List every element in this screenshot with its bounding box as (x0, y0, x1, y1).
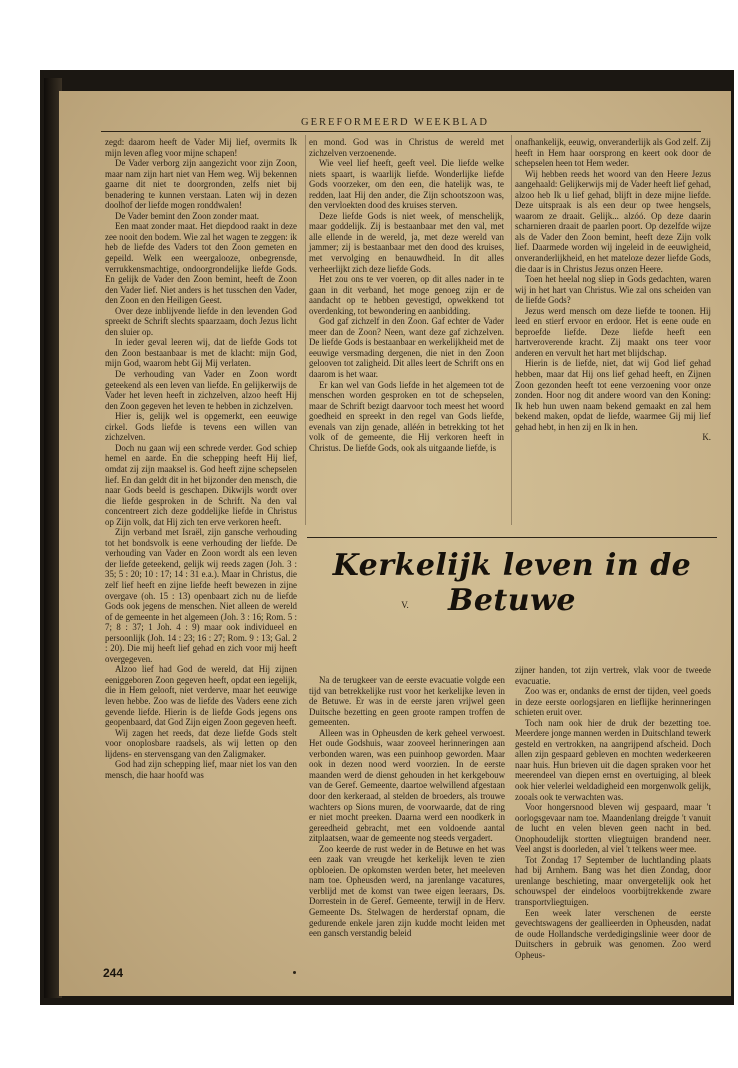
paragraph: Toen het heelal nog sliep in Gods gedachten, waren wij in het hart van Christus. Wie zal ons scheiden van de liefde Gods? (515, 274, 711, 306)
paragraph: Voor hongersnood bleven wij gespaard, maar 't oorlogsgevaar nam toe. Maandenlang dreigde 't vanuit de lucht en velen bleven geen nacht in bed. Onophoudelijk stortten vliegtuigen brandend neer. Veel angst is doorleden, al viel 't telkens weer mee. (515, 802, 711, 855)
header-rule (101, 131, 701, 132)
paragraph: Wij zagen het reeds, dat deze liefde Gods stelt voor onoplosbare raadsels, als wij letten op den lijdens- en stervensgang van den Zaligmaker. (105, 727, 297, 759)
page-number: 244 (103, 966, 124, 980)
page-dot (293, 971, 296, 974)
paragraph: Jezus werd mensch om deze liefde te toonen. Hij leed en stierf ervoor en erdoor. Het is eene oude en beproefde liefde. Deze liefde heeft een hartveroverende kracht. Zij maakt ons teer voor anderen en vervult het hart met blijdschap. (515, 305, 711, 358)
paragraph: Wie veel lief heeft, geeft veel. Die liefde welke niets spaart, is waarlijk liefde. Wonderlijke liefde Gods voorzeker, om den een, die hatelijk was, te redden, laat Hij den ander, die Zijn schootszoon was, den vervloekten dood des kruises sterven. (309, 158, 504, 211)
paragraph: Alzoo lief had God de wereld, dat Hij zijnen eeniggeboren Zoon gegeven heeft, opdat een iegelijk, die in Hem gelooft, niet verderve, maar het eeuwige leven hebbe. Zoo was de liefde des Vaders eene zich gevende liefde. Hierin is de liefde Gods jegens ons geopenbaard, dat God Zijn eigen Zoon gegeven heeft. (105, 664, 297, 728)
paragraph: en mond. God was in Christus de wereld met zichzelven verzoenende. (309, 137, 504, 158)
paragraph: God had zijn schepping lief, maar niet los van den mensch, die haar hoofd was (105, 759, 297, 780)
paragraph: Wij hebben reeds het woord van den Heere Jezus aangehaald: Gelijkerwijs mij de Vader heeft lief gehad, alzoo heb Ik u lief gehad, blijft in deze mijne liefde. Deze uitspraak is als een deur op twee hengsels, waarom ze draait. Gelijk... alzóó. Op deze daarin scharnieren draait de paarlen poort. Op dezelfde wijze als de Vader den Zoon bemint, heeft deze Zijn volk lief. Daarmede worden wij ingeleid in de eeuwigheid, onveranderlijkheid, en het mateloze dezer liefde Gods, die daar is in Christus Jezus onzen Heere. (515, 168, 711, 274)
paragraph: onafhankelijk, eeuwig, onveranderlijk als God zelf. Zij heeft in Hem haar oorsprong en keert ook door de schepselen heen tot Hem weder. (515, 137, 711, 169)
signature: K. (702, 432, 711, 443)
paragraph: Na de terugkeer van de eerste evacuatie volgde een tijd van betrekkelijke rust voor het kerkelijke leven in de Betuwe. Er was in de eerste jaren vrijwel geen Duitsche bezetting en geen groote rampen troffen de gemeenten. (309, 675, 505, 728)
paragraph: Zoo was er, ondanks de ernst der tijden, veel goeds in deze eerste oorlogsjaren en lieflijke herinneringen schieten eruit over. (515, 686, 711, 718)
paragraph: Doch nu gaan wij een schrede verder. God schiep hemel en aarde. En die schepping heeft Hij lief, omdat zij zijn maaksel is. God heeft zijne schepselen lief. En dan geldt dit in het bijzonder den mensch, die naar Gods beeld is geschapen. Dikwijls wordt over die liefde gesproken in de Schrift. Na den val concentreert zich deze goddelijke liefde in Christus op Zijn volk, dat Hij zich ten erve verkoren heeft. (105, 442, 297, 527)
article-heading (307, 537, 717, 618)
section-number: V. (401, 600, 409, 610)
paragraph: zegd: daarom heeft de Vader Mij lief, overmits Ik mijn leven afleg voor mijne schapen! (105, 137, 297, 158)
column-3 (515, 137, 711, 443)
paragraph: De Vader verborg zijn aangezicht voor zijn Zoon, maar nam zijn hart niet van Hem weg. Wij bekennen gaarne dit niet te doorgronden, zelfs niet bij benadering te kunnen verstaan. Laten wij in dezen doolhof der liefde mogen ronddwalen! (105, 158, 297, 211)
column-separator (511, 135, 512, 525)
paragraph: Tot Zondag 17 September de luchtlanding plaats had bij Arnhem. Bang was het dien Zondag, door urenlange beschieting, maar onvergetelijk ook het schouwspel der eindeloos voorbijtrekkende zware transportvliegtuigen. (515, 854, 711, 908)
paragraph: God gaf zichzelf in den Zoon. Gaf echter de Vader meer dan de Zoon? Neen, want deze gaf zichzelven. De liefde Gods is bestaanbaar en werkelijkheid met de eeuwige versmading dergenen, die niet in den Zoon gelooven tot zaligheid. Dit alles leert de Schrift ons en daarom is het waar. (309, 316, 504, 380)
paragraph: Er kan wel van Gods liefde in het algemeen tot de menschen worden gesproken en tot de schepselen, maar de Schrift bezigt daarvoor toch meest het woord goedheid en spreekt in den regel van Gods liefde, evenals van zijn genade, alléén in betrekking tot het volk of de gemeente, die Hij verkoren heeft in Christus. De liefde Gods, ook als uitgaande liefde, is (309, 379, 504, 453)
paragraph: Zoo keerde de rust weder in de Betuwe en het was een zaak van vreugde het kerkelijk leven te zien opbloeien. De opkomsten werden beter, het meeleven nam toe. Opheusden werd, na jarenlange vacatures, verblijd met de komst van twee eigen leeraars, Ds. Dorrestein in de Geref. Gemeente, terwijl in de Herv. Gemeente Ds. Stelwagen de herderstaf opnam, die gedurende enkele jaren zijn kudde mocht leiden met een gansch verstandig beleid (309, 843, 505, 939)
newspaper-page (59, 91, 731, 996)
paragraph: Het zou ons te ver voeren, op dit alles nader in te gaan in dit verband, het moge genoeg zijn er de aandacht op te hebben gevestigd, opwekkend tot overdenking, tot bewondering en aanbidding. (309, 274, 504, 316)
paragraph: Alleen was in Opheusden de kerk geheel verwoest. Het oude Godshuis, waar zooveel herinneringen aan verbonden waren, was een puinhoop geworden. Maar ook in dezen nood werd voorzien. In de eerste maanden werd de dienst gehouden in het kerkgebouw van de Geref. Gemeente, daartoe welwillend afgestaan door den kerkeraad, al stelden de broeders, als trouwe wachters op Sions muren, de voorwaarde, dat de ring er niet mocht preeken. Daarna werd een noodkerk in gereedheid gebracht, met een voldoende aantal zitplaatsen, waar de gemeente nog steeds vergadert. (309, 727, 505, 844)
article-column-left (309, 675, 505, 939)
paragraph: Over deze inblijvende liefde in den levenden God spreekt de Schrift slechts spaarzaam, doch Jezus licht den sluier op. (105, 305, 297, 337)
article-column-right (515, 665, 711, 960)
column-separator (305, 135, 306, 525)
paragraph: Toch nam ook hier de druk der bezetting toe. Meerdere jonge mannen werden in Duitschland tewerk gesteld en vertrokken, na aangrijpend afscheid. Doch allen zijn gespaard gebleven en mochten wederkeeren naar huis. Hun brieven uit die dagen spraken voor het meerendeel van diepen ernst en overtuiging, al bleek ook hier velerlei weldadigheid een morgenwolk gelijk, zooals ook te verwachten was. (515, 717, 711, 802)
paragraph: Hierin is de liefde, niet, dat wij God lief gehad hebben, maar dat Hij ons lief gehad heeft, en Zijnen Zoon gezonden heeft tot eene verzoening voor onze zonden. Hoor nog dit andere woord van den Koning: Ik heb hun uwen naam bekend gemaakt en zal hem bekend maken, opdat de liefde, waarmee Gij mij lief gehad hebt, in hen zij en Ik in hen. (515, 358, 711, 432)
article-title: Kerkelijk leven in de Betuwe (332, 548, 692, 618)
paragraph: De Vader bemint den Zoon zonder maat. (115, 210, 260, 221)
paragraph: zijner handen, tot zijn vertrek, vlak voor de tweede evacuatie. (515, 665, 711, 686)
column-2 (309, 137, 504, 453)
paragraph: Een maat zonder maat. Het diepdood raakt in deze zee nooit den bodem. Wie zal het wagen te zeggen: ik heb de liefde des Vaders tot den Zoon gemeten en gepeild. Welk een weergalooze, onbegrensde, verrukkensmachtige, ondoorgrondelijke liefde Gods. En gelijk de Vader den Zoon bemint, heeft de Zoon den Vader lief. Niet anders is het tusschen den Vader, den Zoon en den Heiligen Geest. (105, 221, 297, 306)
paragraph: Deze liefde Gods is niet week, of menschelijk, maar goddelijk. Zij is bestaanbaar met den val, met alle ellende in de wereld, ja, met deze wereld van jammer; zij is bestaanbaar met den dood des kruises, met vervolging en benauwdheid. In dit alles verheerlijkt zich deze liefde Gods. (309, 210, 504, 274)
paragraph: In ieder geval leeren wij, dat de liefde Gods tot den Zoon bestaanbaar is met de klacht: mijn God, mijn God, waarom hebt Gij Mij verlaten. (105, 337, 297, 369)
paragraph: De verhouding van Vader en Zoon wordt geteekend als een leven van liefde. En gelijkerwijs de Vader het leven heeft in zichzelven, alzoo heeft Hij den Zoon gegeven het leven te hebben in zichzelven. (105, 369, 297, 411)
paragraph: Zijn verband met Israël, zijn gansche verhouding tot het bondsvolk is eene verhouding der liefde. De verhouding van Vader en Zoon wordt als een leven der liefde geteekend, gelijk wij reeds zagen (Joh. 3 : 35; 5 : 20; 10 : 17; 14 : 31 e.a.). Maar in Christus, die zelf lief heeft en zijne liefde heeft bewezen in zijne overgave (oh. 15 : 13) openbaart zich nu de liefde Gods ook jegens de menschen. Niet alleen de wereld of de gemeente in het algemeen (Joh. 3 : 16; Rom. 5 : 7; 8 : 37; 1 Joh. 4 : 9) maar ook individueel en persoonlijk (Joh. 14 : 23; 16 : 27; Rom. 9 : 13; Gal. 2 : 20). Die mij heeft lief gehad en zich voor mij heeft overgegeven. (105, 527, 297, 664)
page-header: GEREFORMEERD WEEKBLAD (301, 117, 489, 128)
column-1 (105, 137, 297, 780)
paragraph: Een week later verschenen de eerste gevechtswagens der geallieerden in Opheusden, nadat de oude Hollandsche verdedigingslinie weer door de Duitschers in gebruik was genomen. Zoo werd Opheus- (515, 907, 711, 960)
paragraph: Hier is, gelijk wel is opgemerkt, een eeuwige cirkel. Gods liefde is tevens een willen van zichzelven. (105, 411, 297, 443)
